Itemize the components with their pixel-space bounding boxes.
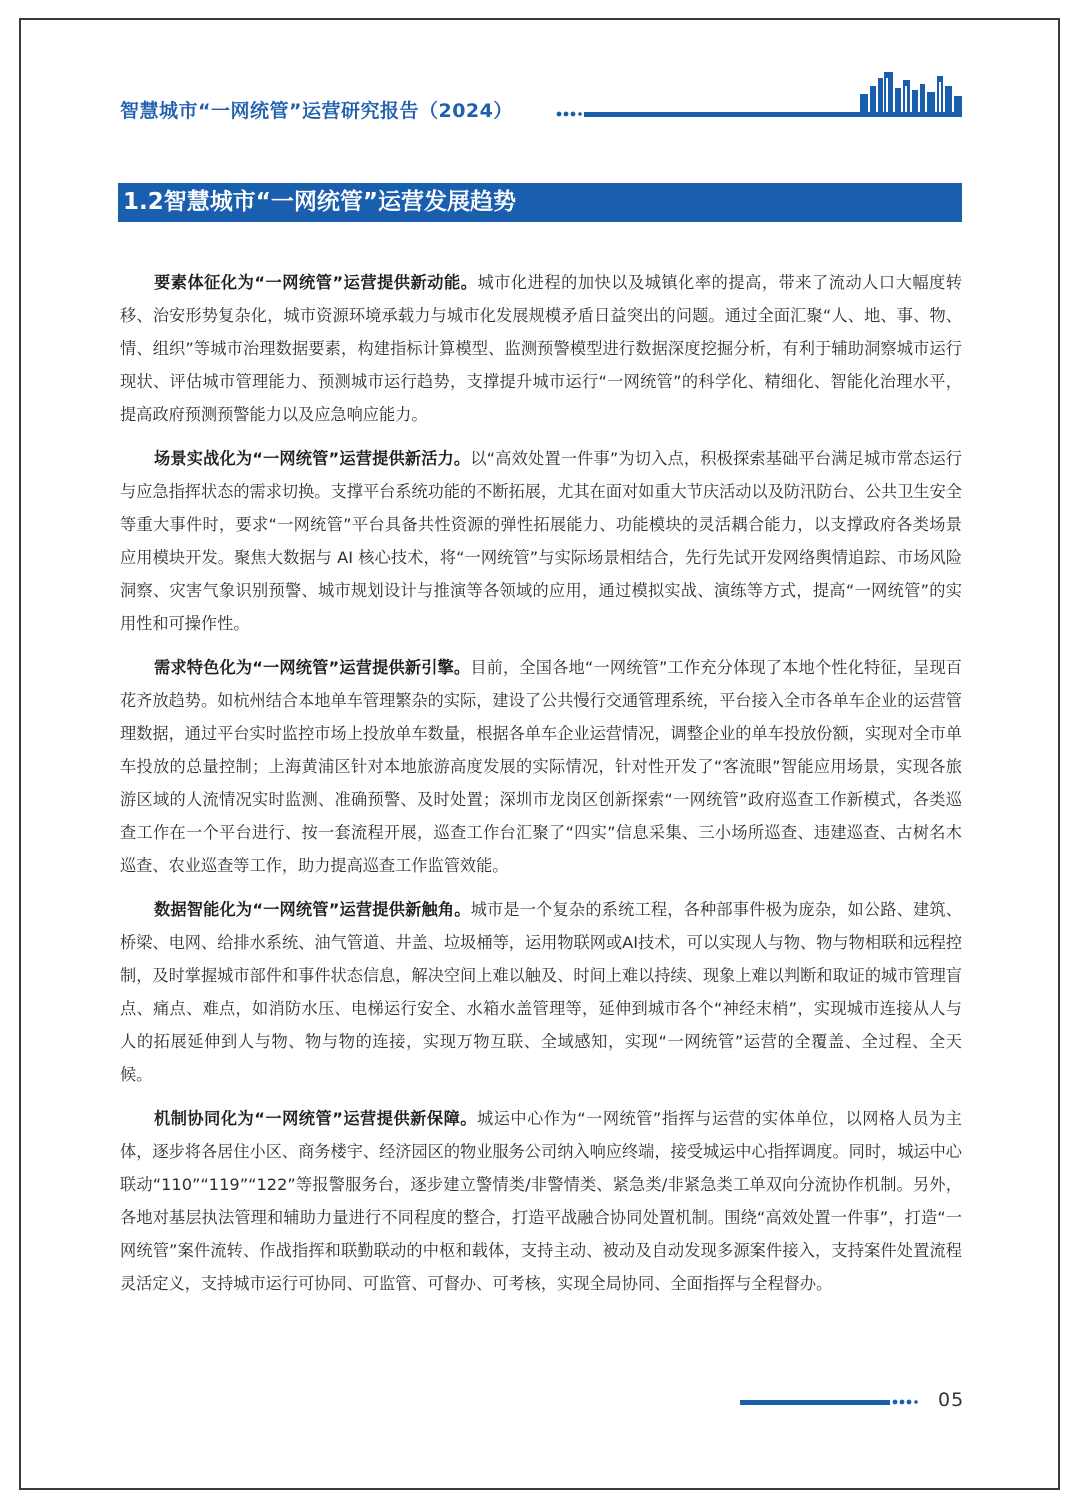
paragraph-lead: 需求特色化为“一网统管”运营提供新引擎。 [154, 658, 471, 677]
footer-bar [740, 1400, 890, 1405]
header-dots-ornament [556, 110, 582, 118]
paragraph-text: 以“高效处置一件事”为切入点，积极探索基础平台满足城市常态运行与应急指挥状态的需求切换。支撑平台系统功能的不断拓展，尤其在面对如重大节庆活动以及防汛防台、公共卫生安全等重大事件时，要求“一网统管”平台具备共性资源的弹性拓展能力、功能模块的灵活耦合能力，以支撑政府各类场景应用模块开发。聚焦大数据与 AI 核心技术，将“一网统管”与实际场景相结合，先行先试开发网络舆情追踪、市场风险洞察、灾害气象识别预警、城市规划设计与推演等各领域的应用，通过模拟实战、演练等方式，提高“一网统管”的实用性和可操作性。 [120, 449, 962, 633]
paragraph-text: 城市化进程的加快以及城镇化率的提高，带来了流动人口大幅度转移、治安形势复杂化，城市资源环境承载力与城市化发展规模矛盾日益突出的问题。通过全面汇聚“人、地、事、物、情、组织”等城市治理数据要素，构建指标计算模型、监测预警模型进行数据深度挖掘分析，有利于辅助洞察城市运行现状、评估城市管理能力、预测城市运行趋势，支撑提升城市运行“一网统管”的科学化、精细化、智能化治理水平，提高政府预测预警能力以及应急响应能力。 [120, 273, 963, 424]
paragraph-text: 城运中心作为“一网统管”指挥与运营的实体单位，以网格人员为主体，逐步将各居住小区、商务楼宇、经济园区的物业服务公司纳入响应终端，接受城运中心指挥调度。同时，城运中心联动“110”“119”“122”等报警服务台，逐步建立警情类/非警情类、紧急类/非紧急类工单双向分流协作机制。另外，各地对基层执法管理和辅助力量进行不同程度的整合，打造平战融合协同处置机制。围绕“高效处置一件事”，打造“一网统管”案件流转、作战指挥和联勤联动的中枢和载体，支持主动、被动及自动发现多源案件接入，支持案件处置流程灵活定义，支持城市运行可协同、可监管、可督办、可考核，实现全局协同、全面指挥与全程督办。 [120, 1109, 962, 1293]
paragraph-lead: 场景实战化为“一网统管”运营提供新活力。 [154, 449, 471, 468]
paragraph [120, 893, 962, 1091]
paragraph-lead: 数据智能化为“一网统管”运营提供新触角。 [154, 900, 471, 919]
paragraph-lead: 机制协同化为“一网统管”运营提供新保障。 [154, 1109, 477, 1128]
city-skyline-icon [860, 70, 962, 116]
running-header-title: 智慧城市“一网统管”运营研究报告（2024） [120, 100, 513, 122]
paragraph [120, 651, 962, 882]
paragraph-text: 城市是一个复杂的系统工程，各种部事件极为庞杂，如公路、建筑、桥梁、电网、给排水系统、油气管道、井盖、垃圾桶等，运用物联网或AI技术，可以实现人与物、物与物相联和远程控制，及时掌握城市部件和事件状态信息，解决空间上难以触及、时间上难以持续、现象上难以判断和取证的城市管理盲点、痛点、难点，如消防水压、电梯运行安全、水箱水盖管理等，延伸到城市各个“神经末梢”，实现城市连接从人与人的拓展延伸到人与物、物与物的连接，实现万物互联、全域感知，实现“一网统管”运营的全覆盖、全过程、全天候。 [120, 900, 962, 1084]
section-title-banner: 1.2智慧城市“一网统管”运营发展趋势 [118, 183, 962, 222]
paragraph [120, 266, 962, 431]
footer-dots-ornament [892, 1398, 918, 1406]
paragraph [120, 442, 962, 640]
page-number: 05 [938, 1389, 965, 1411]
paragraph-lead: 要素体征化为“一网统管”运营提供新动能。 [154, 273, 478, 292]
paragraph [120, 1102, 962, 1300]
paragraph-text: 目前，全国各地“一网统管”工作充分体现了本地个性化特征，呈现百花齐放趋势。如杭州结合本地单车管理繁杂的实际，建设了公共慢行交通管理系统，平台接入全市各单车企业的运营管理数据，通过平台实时监控市场上投放单车数量，根据各单车企业运营情况，调整企业的单车投放份额，实现对全市单车投放的总量控制；上海黄浦区针对本地旅游高度发展的实际情况，针对性开发了“客流眼”智能应用场景，实现各旅游区域的人流情况实时监测、准确预警、及时处置；深圳市龙岗区创新探索“一网统管”政府巡查工作新模式，各类巡查工作在一个平台进行、按一套流程开展，巡查工作台汇聚了“四实”信息采集、三小场所巡查、违建巡查、古树名木巡查、农业巡查等工作，助力提高巡查工作监管效能。 [120, 658, 962, 875]
body-text [120, 266, 962, 1311]
